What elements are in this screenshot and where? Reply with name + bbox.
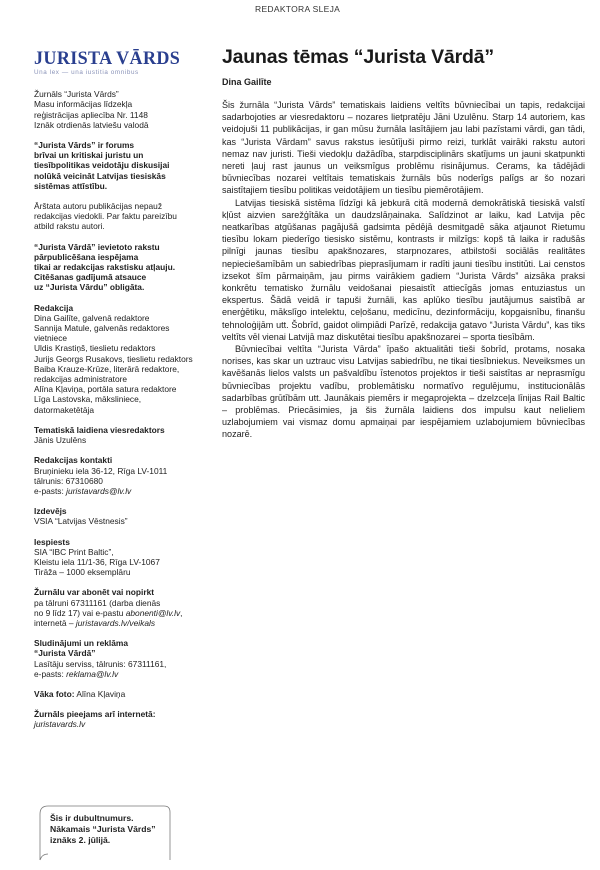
staff-line: datormaketētāja — [34, 404, 95, 415]
staff-line: Jurijs Georgs Rusakovs, tieslietu redaktors — [34, 353, 193, 364]
subscription-line — [34, 618, 199, 628]
reprint-line: tikai ar redakcijas rakstisku atļauju. — [34, 262, 176, 273]
article-paragraph: Latvijas tiesiskā sistēma līdzīgi kā jebkurā citā modernā demokrātiskā tiesiskā valstī kļūst aizvien sarežģītāka un daudzslāņainaka. Salīdzinot ar laiku, kad Latvija pēc neatkarības atgūšanas pagājušā gadsimta pēdējā desmitgadē sāka atjaunot Rietumu tiesību lokam piederīgo tiesisko sistēmu, kontrasts ir milzīgs: kopš tā laika ir radušās pilnīgi jaunas tiesību apakšnozares, starpnozares, atbilstoši sociālās realitātes nepieciešamībām un sabiedrības pieprasījumam ir radīti jauni tiesību institūti. Lai censtos izsekot šīm pārmaiņām, jau pirms vairākiem gadiem “Jurista Vārds” aizsāka praksi konkrētu tematisko žurnālu veidošanai piesaistīt attiecīgās jomas entuziastus un ekspertus. Šādā veidā ir tapuši žurnāli, kas aplūko tiesību jautājumus saistībā ar enerģētiku, mākslīgo intelektu, ceļošanu, medicīnu, dezinformāciju, kopgaisnību, finanšu tehnoloģijām utt. Šobrīd, gaidot olimpiādi Parīzē, redakcija gatavo “Jurista Vārdu”, kas tiks veltīts vēl vienai Latvijā maz diskutētai tiesību apakšnozarei – sporta tiesībām. — [222, 197, 585, 342]
registration-info — [34, 89, 199, 130]
advertising-line: Lasītāju serviss, tālrunis: 67311161, — [34, 658, 167, 669]
staff-line: Dina Gailīte, galvenā redaktore — [34, 312, 150, 323]
cover-credit-label: Vāka foto: — [34, 688, 75, 699]
printer-line: Kleistu iela 11/1-36, Rīga LV-1067 — [34, 556, 160, 567]
contact-email-link[interactable]: juristavards@lv.lv — [66, 485, 132, 496]
editorial-article — [222, 46, 585, 441]
printer — [34, 537, 199, 578]
email-prefix: e-pasts: — [34, 485, 67, 496]
subscription-heading: Žurnālu var abonēt vai nopirkt — [34, 587, 155, 598]
disclaimer-line: Ārštata autoru publikācijas nepauž — [34, 201, 163, 212]
subscription-info — [34, 587, 199, 628]
advertising-heading: Sludinājumi un reklāma — [34, 638, 129, 649]
subscription-line — [34, 608, 199, 618]
notice-line: iznāks 2. jūlijā. — [50, 834, 111, 845]
staff-line: redakcijas administratore — [34, 374, 128, 385]
staff-line: Uldis Krastiņš, tieslietu redaktors — [34, 343, 156, 354]
advertising-text: e-pasts: — [34, 668, 67, 679]
subscription-text: internetā – — [34, 617, 76, 628]
article-author: Dina Gailīte — [222, 77, 272, 87]
reprint-notice — [34, 242, 199, 293]
editorial-contacts — [34, 455, 199, 496]
online-availability — [34, 709, 199, 729]
shop-link[interactable]: juristavards.lv/veikals — [75, 617, 156, 628]
article-paragraph: Šis žurnāla “Jurista Vārds” tematiskais laidiens veltīts būvniecībai un tapis, redakcijai sadarbojoties ar viesredaktoru – nozares lietpratēju Jāni Uzulēnu. Starp 14 autoriem, kas veidojuši 11 publikācijas, ir gan mūsu žurnāla lasītājiem jau labi pazīstami vārdi, gan tādi, kas “Jurista Vārdam” savus rakstus iesūtījuši pirmo reizi, turklāt vairāki rakstu autori nemaz nav juristi. Tieši viedokļu dažādība, starpdisciplinārs skatījums un jauni skatpunkti nereti ļauj rast jaunus un veiksmīgus problēmu risinājumus. Cerams, ka tādējādi būvniecības nozarei veltītais tematiskais žurnāls būs noderīgs palīgs ar šo nozari saistītajiem tiesību politikas veidotājiem un tiesību piemērotājiem. — [222, 100, 585, 196]
contact-email-line — [34, 486, 199, 496]
editorial-staff — [34, 303, 199, 415]
staff-line: Līga Lastovska, māksliniece, — [34, 394, 142, 405]
notice-text — [50, 813, 170, 845]
reprint-line: uz “Jurista Vārdu” obligāta. — [34, 282, 145, 293]
forum-line: “Jurista Vārds” ir forums — [34, 140, 135, 151]
registration-line: reģistrācijas apliecība Nr. 1148 — [34, 109, 148, 120]
guest-editor — [34, 425, 199, 445]
guest-editor-heading: Tematiskā laidiena viesredaktors — [34, 424, 165, 435]
article-body — [222, 99, 585, 441]
advertising-heading: “Jurista Vārdā” — [34, 648, 96, 659]
online-heading: Žurnāls pieejams arī internetā: — [34, 709, 156, 720]
registration-line: Žurnāls “Jurista Vārds” — [34, 89, 119, 100]
staff-line: Alīna Kļaviņa, portāla satura redaktore — [34, 384, 177, 395]
printer-line: SIA “IBC Print Baltic”, — [34, 546, 114, 557]
registration-line: Masu informācijas līdzekļa — [34, 99, 133, 110]
reprint-line: pārpublicēšana iespējama — [34, 251, 139, 262]
advertising-info — [34, 638, 199, 679]
notice-line: Nākamais “Jurista Vārds” — [50, 823, 156, 834]
forum-line: brīvai un kritiskai juristu un — [34, 150, 144, 161]
notice-line: Šis ir dubultnumurs. — [50, 813, 134, 823]
cover-photo-credit — [34, 689, 199, 699]
subscription-text: , — [180, 607, 183, 618]
publisher — [34, 506, 199, 526]
cover-credit-line — [34, 689, 199, 699]
logo-subtitle: Una lex — una iustitia omnibus — [34, 69, 139, 76]
printer-line: Tirāža – 1000 eksemplāru — [34, 567, 131, 578]
reprint-line: Citēšanas gadījumā atsauce — [34, 272, 147, 283]
website-link[interactable]: juristavards.lv — [34, 719, 86, 730]
subscription-email-link[interactable]: abonenti@lv.lv — [125, 607, 181, 618]
subscription-line: pa tālruni 67311161 (darba dienās — [34, 597, 161, 608]
guest-editor-name: Jānis Uzulēns — [34, 435, 87, 446]
contact-phone: tālrunis: 67310680 — [34, 475, 103, 486]
advertising-line — [34, 669, 199, 679]
publisher-heading: Izdevējs — [34, 506, 67, 517]
staff-line: Baiba Krauze-Krūze, literārā redaktore, — [34, 363, 180, 374]
publisher-name: VSIA “Latvijas Vēstnesis” — [34, 516, 128, 527]
forum-line: tiesībpolitikas veidotāju diskusijai — [34, 160, 170, 171]
disclaimer — [34, 201, 199, 232]
cover-credit-value: Alīna Kļaviņa — [74, 688, 126, 699]
contacts-heading: Redakcijas kontakti — [34, 455, 113, 466]
forum-statement — [34, 140, 199, 191]
printer-heading: Iespiests — [34, 536, 70, 547]
advertising-email-link[interactable]: reklama@lv.lv — [66, 668, 119, 679]
staff-line: vietniece — [34, 333, 68, 344]
contact-address: Bruņinieku iela 36-12, Rīga LV-1011 — [34, 465, 168, 476]
subscription-text: no 9 līdz 17) vai e-pastu — [34, 607, 126, 618]
forum-line: sistēmas attīstību. — [34, 180, 108, 191]
article-paragraph: Būvniecībai veltīta “Jurista Vārda” īpašo aktualitāti tieši šobrīd, protams, nosaka norises, kas skar un uztrauc visu Latvijas sabiedrību, ne tikai tiesībniekus. Neveiksmes un kavēšanās lielos valsts un pašvaldību īstenotos projektos ir tieši saistītas ar neprasmīgu būvniecības projektu vadību, problemātisku normatīvo regulējumu, institucionālās sadarbības grūtībām utt. Jaunākais piemērs ir megaprojekta – dzelzceļa līnijas Rail Baltic – problēmas. Priecāsimies, ja šis žurnāla laidiens dos impulsu kaut nelieliem uzlabojumiem vai vismaz domu apmaiņai par iespējamiem uzlabojumiem būvniecības nozarē. — [222, 344, 585, 440]
forum-line: nolūkā veicināt Latvijas tiesiskās — [34, 170, 166, 181]
registration-line: Iznāk otrdienās latviešu valodā — [34, 119, 149, 130]
section-label: REDAKTORA SLEJA — [255, 4, 341, 14]
double-issue-notice — [38, 805, 172, 863]
disclaimer-line: atbild rakstu autori. — [34, 221, 105, 232]
logo-title: JURISTA VĀRDS — [34, 48, 181, 69]
masthead-column — [34, 50, 199, 730]
disclaimer-line: redakcijas viedokli. Par faktu pareizību — [34, 211, 177, 222]
editorial-heading: Redakcija — [34, 302, 74, 313]
journal-logo — [34, 50, 199, 78]
reprint-line: “Jurista Vārdā” ievietoto rakstu — [34, 241, 160, 252]
article-title: Jaunas tēmas “Jurista Vārdā” — [222, 46, 494, 68]
staff-line: Sannija Matule, galvenās redaktores — [34, 323, 170, 334]
